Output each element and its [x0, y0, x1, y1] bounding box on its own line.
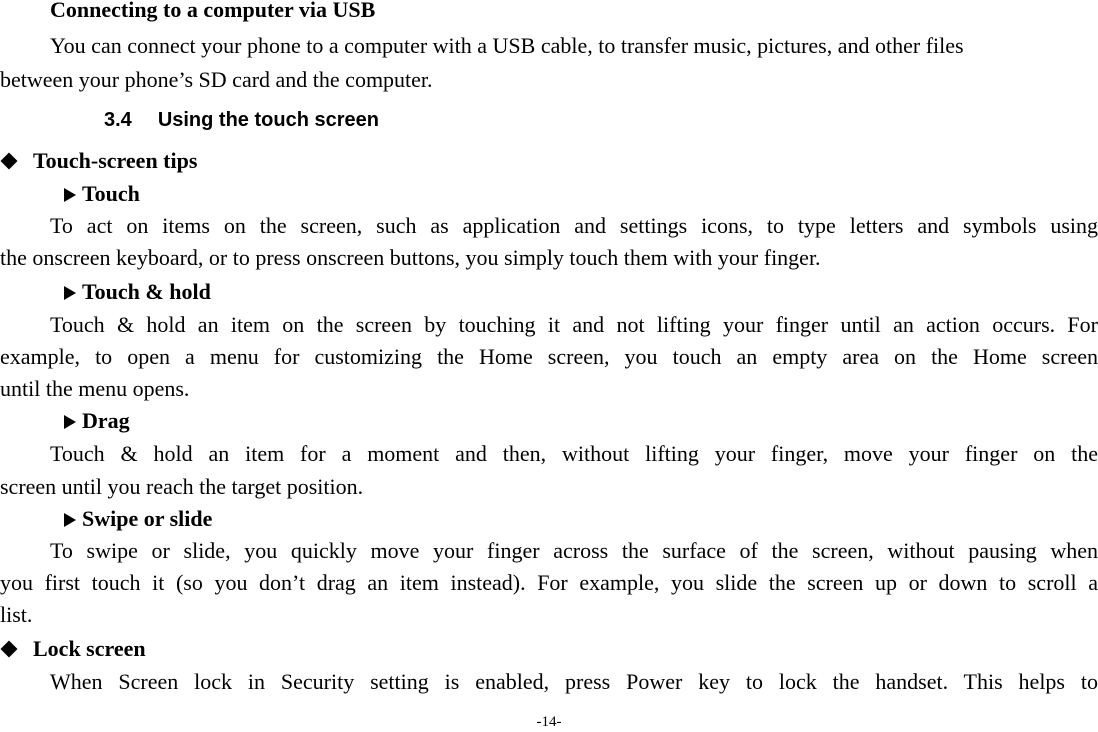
swipe-subheading [0, 503, 1098, 535]
touch-screen-tips-title: Touch-screen tips [33, 148, 198, 173]
diamond-bullet-icon [1, 641, 18, 658]
touch-hold-paragraph-line-1: Touch & hold an item on the screen by touching it and not lifting your finger until an action occurs. For [50, 312, 1098, 337]
arrow-bullet-icon [64, 513, 76, 527]
swipe-paragraph-line-3: list. [0, 602, 33, 627]
lock-screen-heading [0, 633, 1098, 665]
usb-paragraph-line-2: between your phone’s SD card and the computer. [0, 67, 433, 92]
section-heading [0, 104, 1098, 136]
diamond-bullet-icon [1, 153, 18, 170]
lock-screen-title: Lock screen [33, 636, 146, 661]
swipe-title: Swipe or slide [82, 506, 213, 531]
arrow-bullet-icon [64, 415, 76, 429]
touch-hold-subheading [0, 276, 1098, 308]
swipe-paragraph-line-2: you first touch it (so you don’t drag an item instead). For example, you slide the screen up or down to scroll a [0, 570, 1098, 595]
arrow-bullet-icon [64, 286, 76, 300]
drag-paragraph-line-2: screen until you reach the target position. [0, 474, 364, 499]
swipe-paragraph-line-1: To swipe or slide, you quickly move your finger across the surface of the screen, without pausing when [50, 538, 1098, 563]
touch-screen-tips-heading [0, 145, 1098, 177]
drag-subheading [0, 405, 1098, 437]
touch-hold-paragraph-line-3: until the menu opens. [0, 376, 190, 401]
touch-title: Touch [82, 181, 140, 206]
touch-hold-paragraph-line-2: example, to open a menu for customizing the Home screen, you touch an empty area on the Home screen [0, 344, 1098, 369]
touch-paragraph-line-2: the onscreen keyboard, or to press onscreen buttons, you simply touch them with your finger. [0, 245, 821, 270]
arrow-bullet-icon [64, 188, 76, 202]
drag-title: Drag [82, 408, 130, 433]
touch-paragraph-line-1: To act on items on the screen, such as application and settings icons, to type letters and symbols using [50, 213, 1098, 238]
usb-heading: Connecting to a computer via USB [50, 0, 376, 22]
touch-hold-title: Touch & hold [82, 279, 211, 304]
usb-paragraph-line-1: You can connect your phone to a computer with a USB cable, to transfer music, pictures, and other files [50, 33, 964, 58]
section-number: 3.4 [104, 109, 132, 131]
page-number: -14- [536, 714, 562, 730]
drag-paragraph-line-1: Touch & hold an item for a moment and then, without lifting your finger, move your finger on the [50, 441, 1098, 466]
touch-subheading [0, 178, 1098, 210]
lock-screen-paragraph-line-1: When Screen lock in Security setting is enabled, press Power key to lock the handset. This helps to [50, 669, 1098, 694]
section-title: Using the touch screen [157, 109, 379, 131]
